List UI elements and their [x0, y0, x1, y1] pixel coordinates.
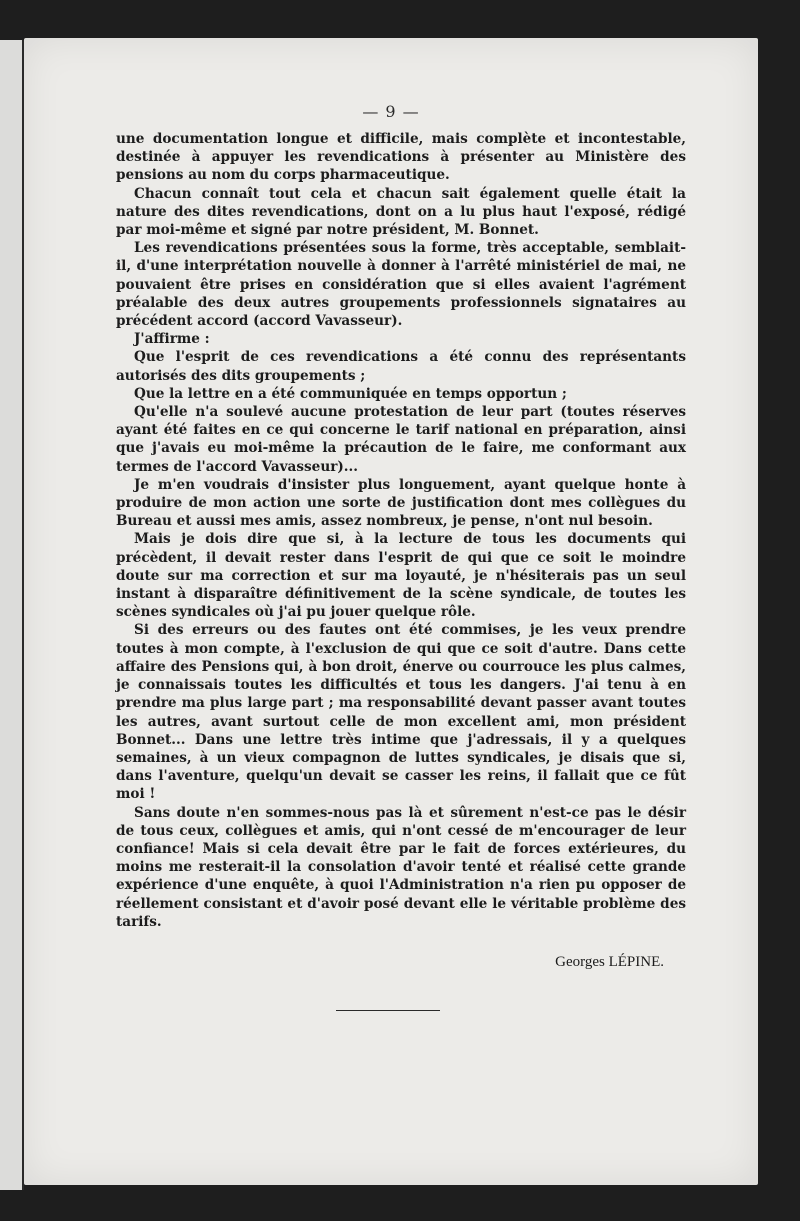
body-text [116, 130, 686, 931]
paragraph: une documentation longue et difficile, mais complète et incontestable, destinée à appuyer les revendications à présenter au Ministère des pensions au nom du corps pharmaceutique. [116, 131, 686, 184]
signature: Georges LÉPINE. [555, 954, 664, 970]
paragraph: Qu'elle n'a soulevé aucune protestation de leur part (toutes réserves ayant été faites en ce qui concerne le tarif national en préparation, ainsi que j'avais eu moi-même la précaution de le faire, me conformant aux termes de l'accord Vavasseur)... [116, 404, 686, 475]
paragraph: Les revendications présentées sous la forme, très acceptable, semblait-il, d'une interprétation nouvelle à donner à l'arrêté ministériel de mai, ne pouvaient être prises en considération que si elles avaient l'agrément préalable des deux autres groupements professionnels signataires au précédent accord (accord Vavasseur). [116, 240, 686, 330]
document-page [24, 38, 758, 1185]
paragraph: Je m'en voudrais d'insister plus longuement, ayant quelque honte à produire de mon action une sorte de justification dont mes collègues du Bureau et aussi mes amis, assez nombreux, je pense, n'ont nul besoin. [116, 476, 686, 530]
paragraph: Mais je dois dire que si, à la lecture de tous les documents qui précèdent, il devait rester dans l'esprit de qui que ce soit le moindre doute sur ma correction et sur ma loyauté, je n'hésiterais pas un seul instant à disparaître définitivement de la scène syndicale, de toutes les scènes syndicales où j'ai pu jouer quelque rôle. [116, 531, 686, 621]
paragraph: Que l'esprit de ces revendications a été connu des représentants autorisés des dits groupements ; [116, 349, 686, 384]
paragraph: Si des erreurs ou des fautes ont été commises, je les veux prendre toutes à mon compte, à l'exclusion de qui que ce soit d'autre. Dans cette affaire des Pensions qui, à bon droit, énerve ou courrouce les plus calmes, je connaissais toutes les difficultés et tous les dangers. J'ai tenu à en prendre ma plus large part ; ma responsabilité devant passer avant toutes les autres, avant surtout celle de mon excellent ami, mon président Bonnet... Dans une lettre très intime que j'adressais, il y a quelques semaines, à un vieux compagnon de luttes syndicales, je disais que si, dans l'aventure, quelqu'un devait se casser les reins, il fallait que ce fût moi ! [116, 622, 686, 803]
paragraph: Chacun connaît tout cela et chacun sait également quelle était la nature des dites revendications, dont on a lu plus haut l'exposé, rédigé par moi-même et signé par notre président, M. Bonnet. [116, 185, 686, 239]
paragraph: Que la lettre en a été communiquée en temps opportun ; [134, 385, 567, 402]
page-number: — 9 — [362, 102, 420, 121]
paragraph: J'affirme : [134, 331, 210, 348]
previous-page-edge [0, 40, 24, 1190]
section-divider [336, 1010, 440, 1011]
paragraph: Sans doute n'en sommes-nous pas là et sûrement n'est-ce pas le désir de tous ceux, collègues et amis, qui n'ont cessé de m'encourager de leur confiance! Mais si cela devait être par le fait de forces extérieures, du moins me resterait-il la consolation d'avoir tenté et réalisé cette grande expérience d'une enquête, à quoi l'Administration n'a rien pu opposer de réellement consistant et d'avoir posé devant elle le véritable problème des tarifs. [116, 804, 686, 930]
